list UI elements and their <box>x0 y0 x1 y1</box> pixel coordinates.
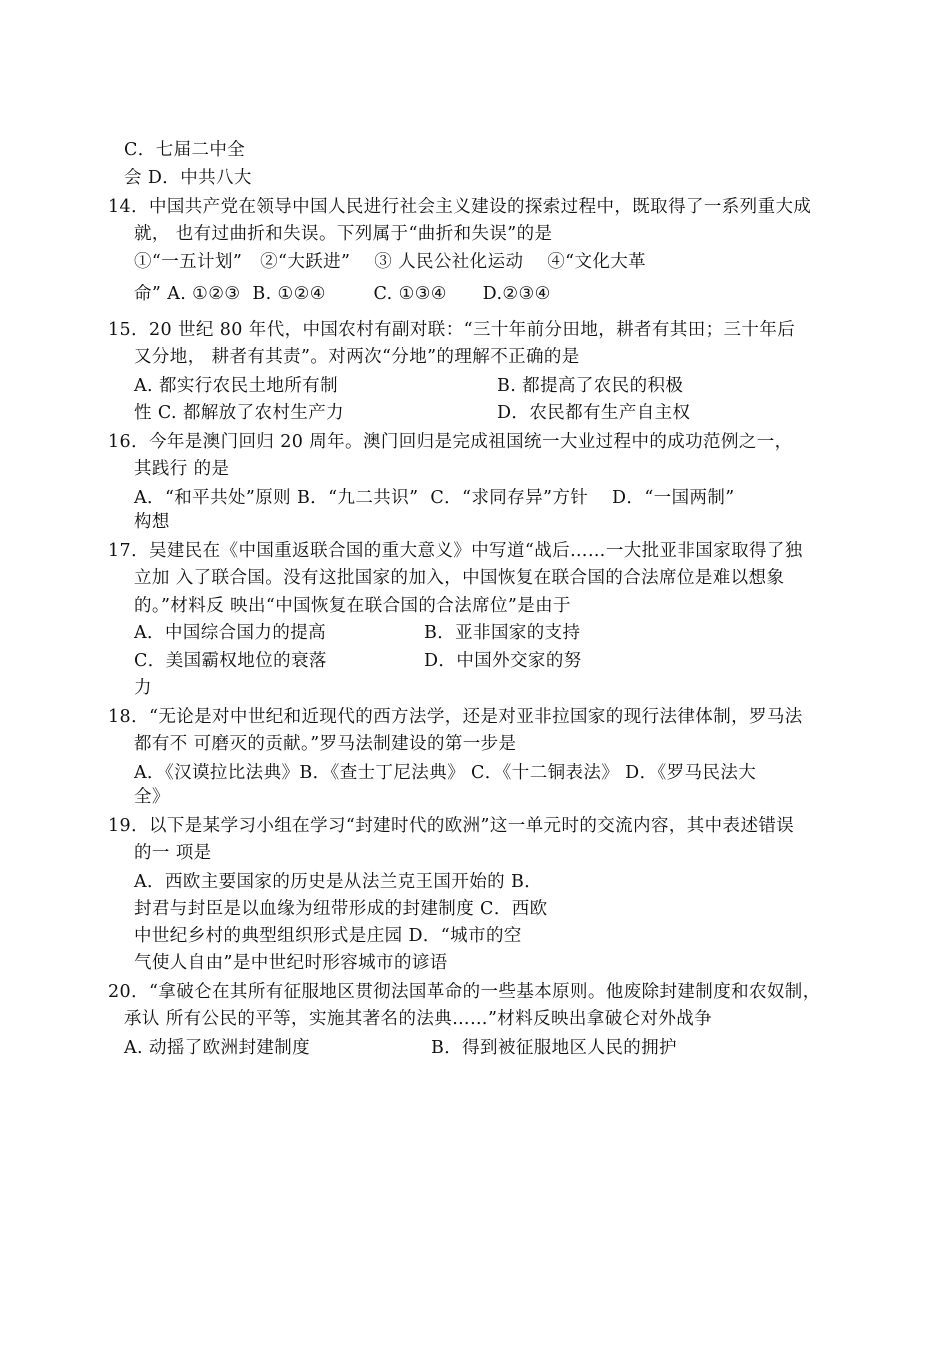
q14-stem: 14．中国共产党在领导中国人民进行社会主义建设的探索过程中，既取得了一系列重大成 <box>108 197 812 217</box>
q17-stem-cont-1: 立加 入了联合国。没有这批国家的加入，中国恢复在联合国的合法席位是难以想象 <box>134 568 785 588</box>
q19-stem: 19．以下是某学习小组在学习“封建时代的欧洲”这一单元时的交流内容，其中表述错误 <box>108 816 795 836</box>
q16-stem: 16．今年是澳门回归 20 周年。澳门回归是完成祖国统一大业过程中的成功范例之一， <box>108 432 793 452</box>
q20-option-a: A. 动摇了欧洲封建制度 <box>124 1038 311 1058</box>
q19-options-3: 中世纪乡村的典型组织形式是庄园 D．“城市的空 <box>134 926 522 946</box>
q15-option-b: B. 都提高了农民的积极 <box>497 376 684 396</box>
q15-option-d: D．农民都有生产自主权 <box>497 403 691 423</box>
q18-stem-cont: 都有不 可磨灭的贡献。”罗马法制建设的第一步是 <box>134 734 517 754</box>
q18-options-cont: 全》 <box>134 787 170 807</box>
q16-options-cont: 构想 <box>134 512 170 532</box>
q19-options-1: A．西欧主要国家的历史是从法兰克王国开始的 B． <box>134 872 543 892</box>
q17-option-b: B．亚非国家的支持 <box>424 623 581 643</box>
q14-items: ①“一五计划” ②“大跃进” ③ 人民公社化运动 ④“文化大革 <box>134 252 647 272</box>
q20-option-b: B．得到被征服地区人民的拥护 <box>431 1038 677 1058</box>
q15-option-a: A. 都实行农民土地所有制 <box>134 376 338 396</box>
q15-stem: 15．20 世纪 80 年代，中国农村有副对联：“三十年前分田地，耕者有其田；三十年后 <box>108 320 796 340</box>
q15-stem-cont: 又分地， 耕者有其责”。对两次“分地”的理解不正确的是 <box>134 347 580 367</box>
q19-options-2: 封君与封臣是以血缘为纽带形成的封建制度 C．西欧 <box>134 899 548 919</box>
q17-option-c: C．美国霸权地位的衰落 <box>134 651 327 671</box>
q14-options: 命” A. ①②③ B. ①②④ C. ①③④ D.②③④ <box>134 284 551 304</box>
q17-stem-cont-2: 的。”材料反 映出“中国恢复在联合国的合法席位”是由于 <box>134 596 571 616</box>
q20-stem-cont: 承认 所有公民的平等，实施其著名的法典……”材料反映出拿破仑对外战争 <box>124 1009 713 1029</box>
q13-option-c: C．七届二中全 <box>124 140 246 160</box>
q14-stem-cont: 就， 也有过曲折和失误。下列属于“曲折和失误”的是 <box>134 224 553 244</box>
q19-stem-cont: 的一 项是 <box>134 843 212 863</box>
q18-options: A．《汉谟拉比法典》B．《查士丁尼法典》 C．《十二铜表法》 D．《罗马民法大 <box>134 763 757 783</box>
q16-options: A．“和平共处”原则 B．“九二共识” C．“求同存异”方针 D．“一国两制” <box>134 488 735 508</box>
q17-option-d-cont: 力 <box>134 678 152 698</box>
q17-stem: 17．吴建民在《中国重返联合国的重大意义》中写道“战后……一大批亚非国家取得了独 <box>108 541 803 561</box>
q17-option-a: A．中国综合国力的提高 <box>134 623 327 643</box>
q19-options-4: 气使人自由”是中世纪时形容城市的谚语 <box>134 953 448 973</box>
q18-stem: 18．“无论是对中世纪和近现代的西方法学，还是对亚非拉国家的现行法律体制，罗马法 <box>108 707 803 727</box>
q20-stem: 20．“拿破仑在其所有征服地区贯彻法国革命的一些基本原则。他废除封建制度和农奴制， <box>108 982 821 1002</box>
q16-stem-cont: 其践行 的是 <box>134 459 230 479</box>
q13-option-d: 会 D．中共八大 <box>124 168 252 188</box>
q17-option-d: D．中国外交家的努 <box>424 651 582 671</box>
q15-option-c: 性 C. 都解放了农村生产力 <box>134 403 345 423</box>
